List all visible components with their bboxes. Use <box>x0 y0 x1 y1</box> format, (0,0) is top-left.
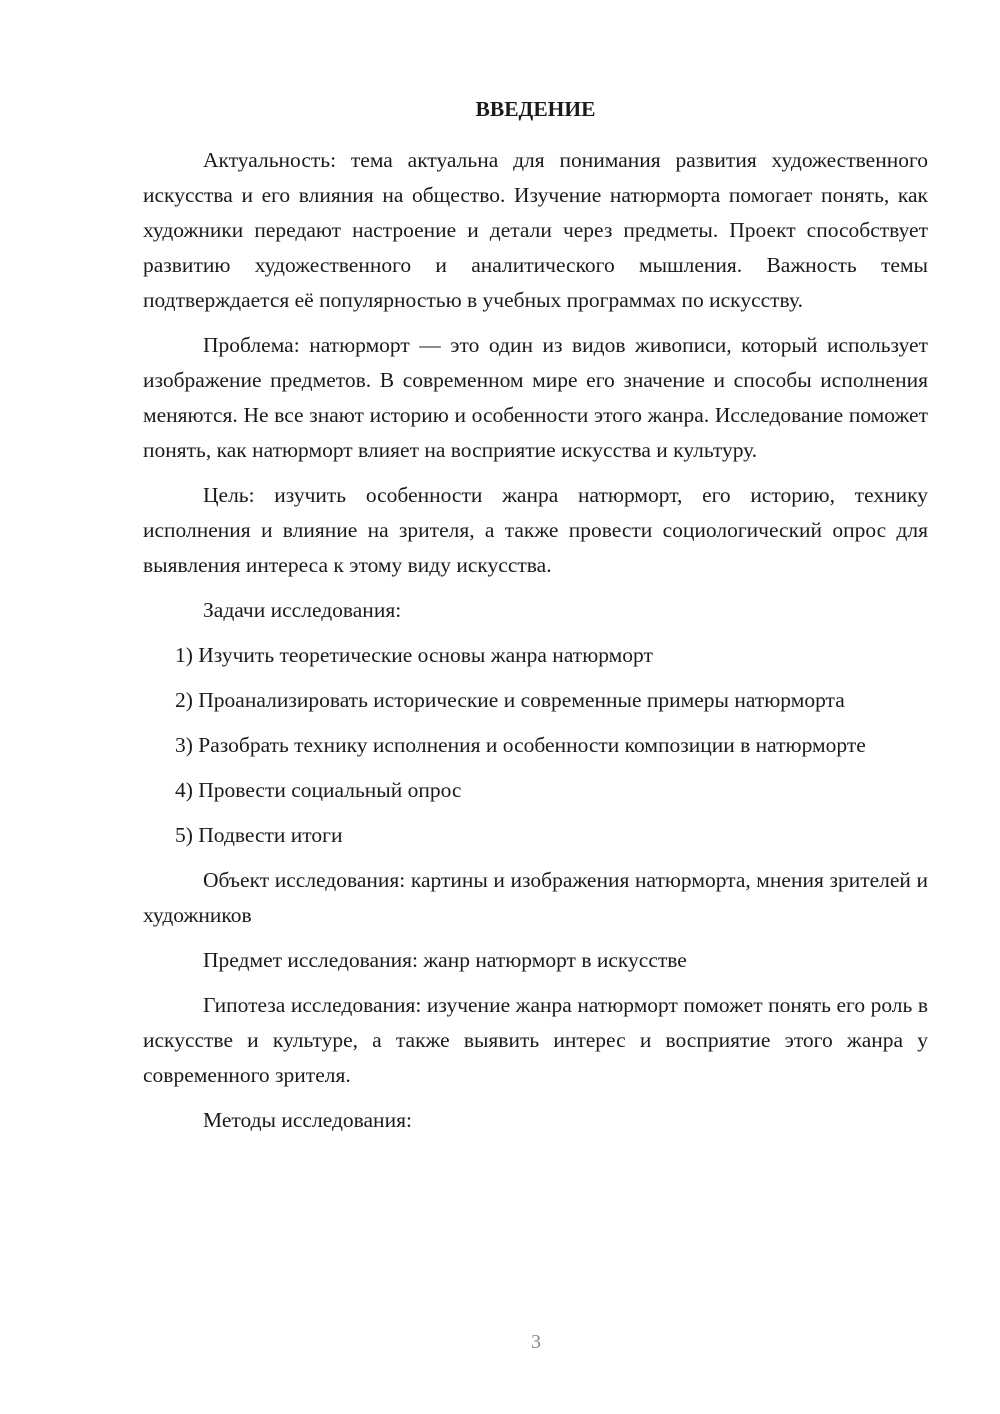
relevance-paragraph: Актуальность: тема актуальна для понимания развития художественного искусства и его влияния на общество. Изучение натюрморта помогает понять, как художники передают настроение и детали через предметы. Проект способствует развитию художественного и аналитического мышления. Важность темы подтверждается её популярностью в учебных программах по искусству. <box>143 148 928 312</box>
task-item-4: 4) Провести социальный опрос <box>175 778 462 802</box>
page-number: 3 <box>531 1331 541 1353</box>
task-item-5: 5) Подвести итоги <box>175 823 343 847</box>
goal-paragraph: Цель: изучить особенности жанра натюрморт, его историю, технику исполнения и влияние на зрителя, а также провести социологический опрос для выявления интереса к этому виду искусства. <box>143 483 928 577</box>
subject-paragraph: Предмет исследования: жанр натюрморт в искусстве <box>203 948 687 972</box>
hypothesis-paragraph: Гипотеза исследования: изучение жанра натюрморт поможет понять его роль в искусстве и культуре, а также выявить интерес и восприятие этого жанра у современного зрителя. <box>143 993 928 1087</box>
task-item-1: 1) Изучить теоретические основы жанра натюрморт <box>175 643 653 667</box>
page-content <box>143 92 928 1148</box>
task-item-2: 2) Проанализировать исторические и современные примеры натюрморта <box>175 688 845 712</box>
tasks-title: Задачи исследования: <box>203 598 402 622</box>
methods-title: Методы исследования: <box>203 1108 412 1132</box>
section-heading: ВВЕДЕНИЕ <box>475 97 596 121</box>
object-paragraph: Объект исследования: картины и изображения натюрморта, мнения зрителей и художников <box>143 868 928 927</box>
task-item-3: 3) Разобрать технику исполнения и особенности композиции в натюрморте <box>175 733 866 757</box>
problem-paragraph: Проблема: натюрморт — это один из видов живописи, который использует изображение предметов. В современном мире его значение и способы исполнения меняются. Не все знают историю и особенности этого жанра. Исследование поможет понять, как натюрморт влияет на восприятие искусства и культуру. <box>143 333 928 462</box>
